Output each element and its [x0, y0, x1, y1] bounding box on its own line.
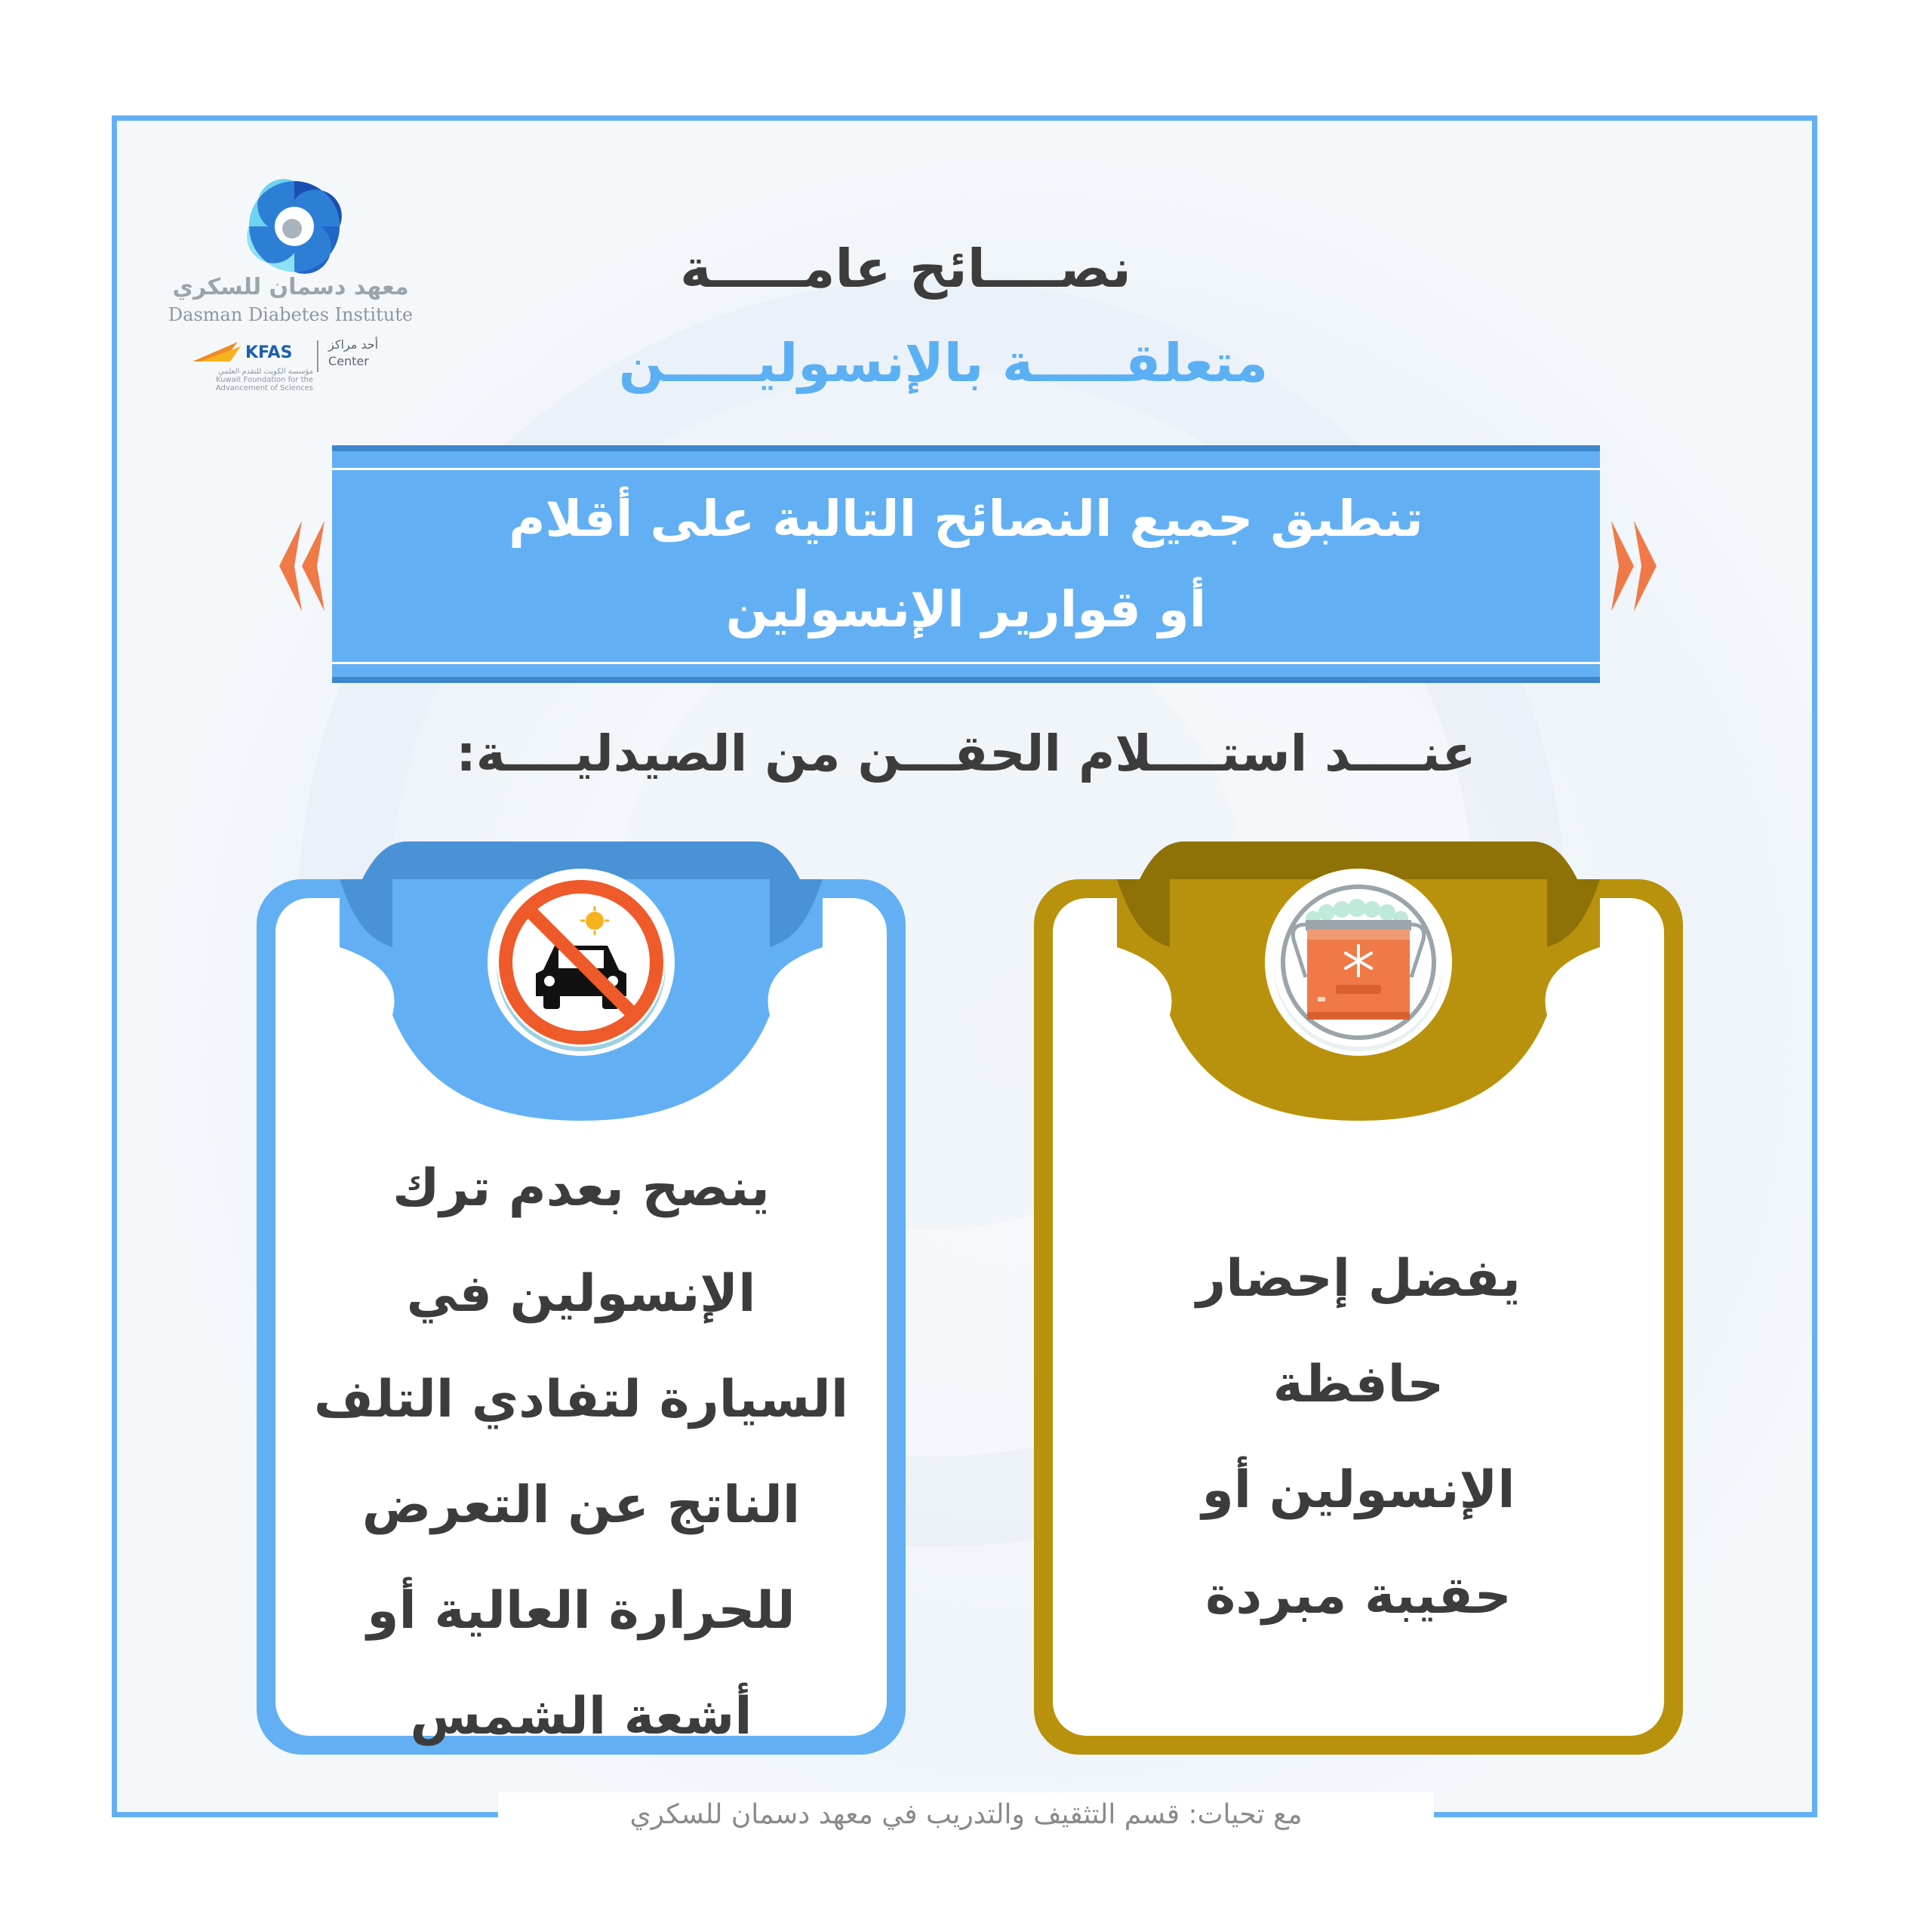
cooler-advice-line-4: حقيبة مبردة	[1205, 1566, 1512, 1626]
section-heading: عنــــد استــــلام الحقـــن من الصيدليــــة:	[456, 724, 1476, 783]
cooler-advice-line-1: يفضل إحضار	[1196, 1249, 1521, 1309]
car-warning-line-5: للحرارة العالية أو	[367, 1581, 795, 1641]
cooler-advice-line-2: حافظة	[1272, 1355, 1444, 1414]
footer-credit: مع تحيات: قسم التثقيف والتدريب في معهد دسمان للسكري	[498, 1792, 1434, 1838]
chevron-left-icon	[272, 521, 332, 611]
kfas-subtitle: مؤسسة الكويت للتقدم العلمي Kuwait Foundation for the Advancement of Sciences	[215, 368, 313, 392]
cooler-advice-line-3: الإنسولين أو	[1201, 1460, 1515, 1520]
kfas-emblem-icon	[192, 339, 245, 366]
dasman-logo-icon	[245, 177, 343, 275]
institute-name-english: Dasman Diabetes Institute	[168, 304, 414, 325]
card-cooler-advice	[1026, 834, 1690, 1762]
kfas-center-english: Center	[328, 354, 369, 368]
banner-text	[332, 474, 1600, 655]
banner-line-2: أو قوارير الإنسولين	[725, 580, 1207, 638]
cooler-advice-text	[1026, 1226, 1690, 1649]
kfas-logo	[192, 336, 404, 392]
no-car-sun-icon	[483, 864, 679, 1060]
kfas-divider	[317, 340, 318, 372]
car-warning-line-2: الإنسولين في	[406, 1264, 756, 1324]
page-subtitle: متعلقـــــة بالإنسوليـــــن	[618, 332, 1269, 394]
banner-line-1: تنطبق جميع النصائح التالية على أقلام	[509, 490, 1423, 548]
car-warning-line-4: الناتج عن التعرض	[361, 1475, 801, 1535]
cooler-box-icon	[1260, 864, 1457, 1060]
institute-name-arabic: معهد دسمان للسكري	[172, 274, 409, 300]
car-warning-text	[249, 1136, 913, 1770]
car-warning-line-3: السيارة لتفادي التلف	[313, 1370, 849, 1429]
car-warning-line-1: ينصح بعدم ترك	[392, 1158, 770, 1218]
chevron-right-icon	[1604, 521, 1664, 611]
car-warning-line-6: أشعة الشمس	[410, 1687, 752, 1746]
page-title: نصــــائح عامـــــة	[680, 238, 1131, 300]
kfas-center-arabic: أحد مراكز	[328, 337, 379, 352]
kfas-name: KFAS	[245, 343, 293, 362]
info-banner	[332, 445, 1600, 683]
card-car-warning	[249, 834, 913, 1762]
institute-logo	[162, 177, 419, 404]
